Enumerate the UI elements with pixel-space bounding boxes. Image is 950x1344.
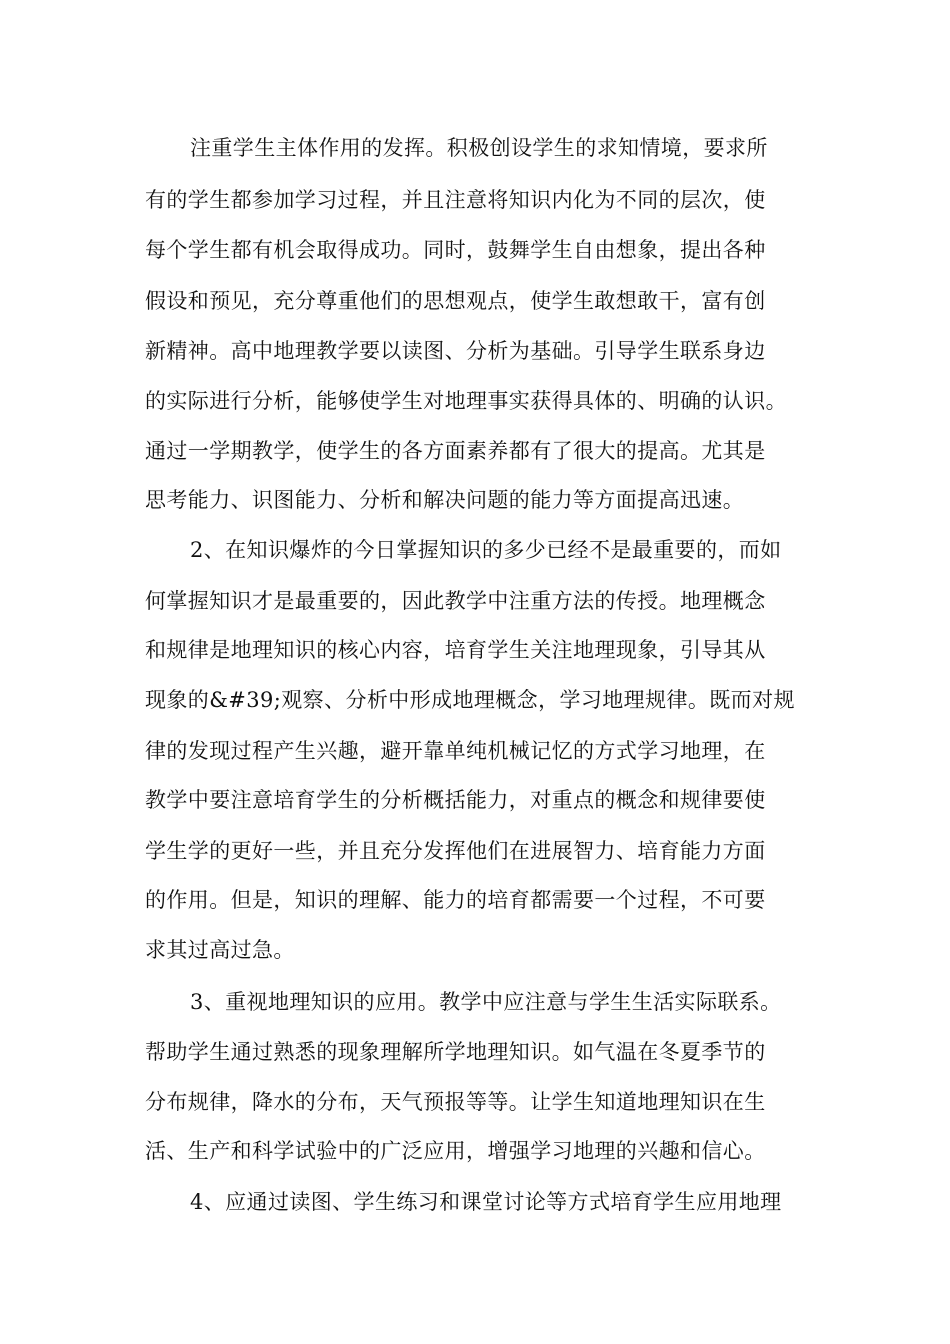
text-line: 注重学生主体作用的发挥。积极创设学生的求知情境，要求所 [190, 136, 768, 160]
text-line: 律的发现过程产生兴趣，避开靠单纯机械记忆的方式学习地理，在 [145, 739, 766, 763]
text-line: 活、生产和科学试验中的广泛应用，增强学习地理的兴趣和信心。 [145, 1139, 766, 1163]
text-line: 帮助学生通过熟悉的现象理解所学地理知识。如气温在冬夏季节的 [145, 1040, 766, 1064]
text-line: 的实际进行分析，能够使学生对地理事实获得具体的、明确的认识。 [145, 389, 787, 413]
text-line: 何掌握知识才是最重要的，因此教学中注重方法的传授。地理概念 [145, 589, 766, 613]
text-line: 求其过高过急。 [145, 938, 295, 962]
text-line: 3、重视地理知识的应用。教学中应注意与学生生活实际联系。 [190, 990, 782, 1014]
text-line: 2、在知识爆炸的今日掌握知识的多少已经不是最重要的，而如 [190, 538, 782, 562]
text-line: 分布规律，降水的分布，天气预报等等。让学生知道地理知识在生 [145, 1090, 766, 1114]
text-line: 和规律是地理知识的核心内容，培育学生关注地理现象，引导其从 [145, 638, 766, 662]
text-line: 每个学生都有机会取得成功。同时，鼓舞学生自由想象，提出各种 [145, 238, 766, 262]
text-line: 思考能力、识图能力、分析和解决问题的能力等方面提高迅速。 [145, 488, 745, 512]
text-line: 新精神。高中地理教学要以读图、分析为基础。引导学生联系身边 [145, 339, 766, 363]
text-line: 假设和预见，充分尊重他们的思想观点，使学生敢想敢干，富有创 [145, 289, 766, 313]
text-line: 通过一学期教学，使学生的各方面素养都有了很大的提高。尤其是 [145, 439, 766, 463]
text-line: 学生学的更好一些，并且充分发挥他们在进展智力、培育能力方面 [145, 839, 766, 863]
text-line: 4、应通过读图、学生练习和课堂讨论等方式培育学生应用地理 [190, 1190, 782, 1214]
text-line: 现象的&#39;观察、分析中形成地理概念，学习地理规律。既而对规 [145, 688, 795, 712]
text-line: 的作用。但是，知识的理解、能力的培育都需要一个过程，不可要 [145, 888, 766, 912]
text-line: 教学中要注意培育学生的分析概括能力，对重点的概念和规律要使 [145, 788, 766, 812]
text-line: 有的学生都参加学习过程，并且注意将知识内化为不同的层次，使 [145, 188, 766, 212]
